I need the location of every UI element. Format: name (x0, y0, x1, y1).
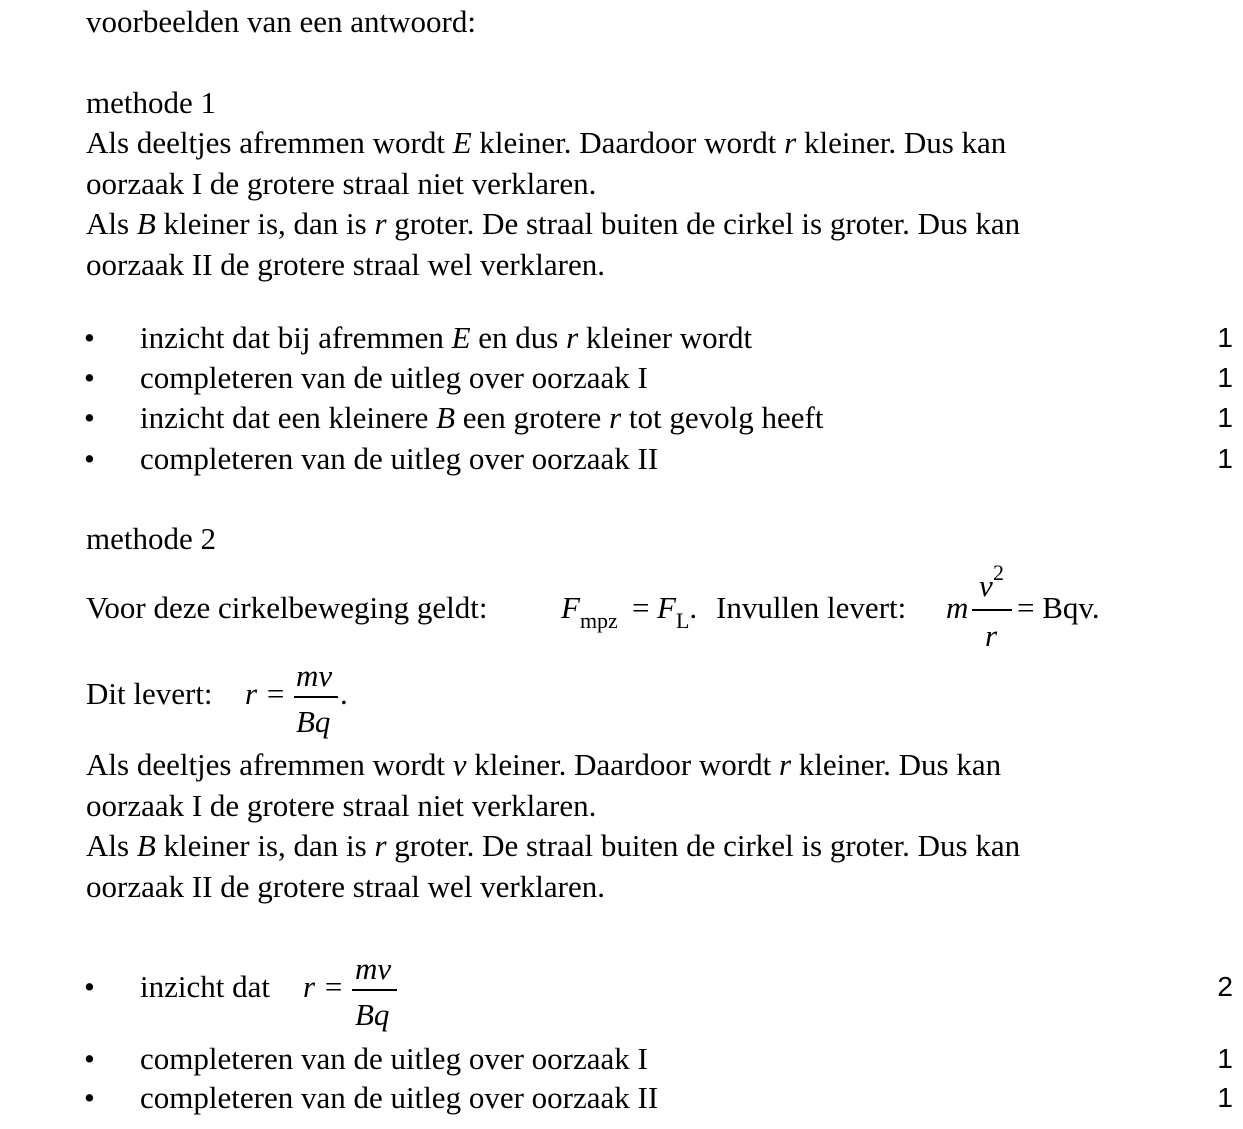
formula-f-l: $F_L$. (657, 590, 698, 633)
criterion-2-3: completeren van de uitleg over oorzaak II (140, 1080, 659, 1115)
methode-1-line-2: oorzaak I de grotere straal niet verklaren. (86, 166, 597, 201)
fraction-numerator-mv: mv (355, 951, 392, 986)
bullet-icon: • (84, 969, 95, 1004)
methode-2-line-2: oorzaak I de grotere straal niet verklaren. (86, 788, 597, 823)
fraction-bar (352, 989, 397, 991)
formula-m: m (946, 590, 969, 625)
methode-1-line-1: Als deeltjes afremmen wordt E kleiner. Daardoor wordt r kleiner. Dus kan (86, 125, 1007, 160)
criterion-1-3-score: 1 (1217, 402, 1233, 433)
fraction-bar (294, 696, 338, 698)
fraction-denominator-r: r (985, 618, 998, 653)
bullet-icon: • (84, 1041, 95, 1076)
methode-2-eq-intro: Voor deze cirkelbeweging geldt: (86, 590, 488, 625)
formula-r-equals: r = (245, 676, 286, 711)
fraction-numerator-mv: mv (296, 658, 333, 693)
formula-rhs: = Bqv. (1017, 590, 1100, 625)
dit-levert-label: Dit levert: (86, 676, 213, 711)
criterion-1-2: completeren van de uitleg over oorzaak I (140, 360, 648, 395)
criterion-2-1: inzicht dat (140, 969, 270, 1004)
criterion-2-3-score: 1 (1217, 1082, 1233, 1113)
criterion-2-2-score: 1 (1217, 1043, 1233, 1074)
fraction-denominator-bq: Bq (296, 704, 331, 739)
criterion-1-2-score: 1 (1217, 362, 1233, 393)
fraction-denominator-bq: Bq (355, 997, 390, 1032)
criterion-1-4: completeren van de uitleg over oorzaak II (140, 441, 659, 476)
intro-text: voorbeelden van een antwoord: (86, 4, 476, 39)
methode-1-line-4: oorzaak II de grotere straal wel verklaren. (86, 247, 605, 282)
formula-dot: . (340, 676, 348, 711)
criterion-1-3: inzicht dat een kleinere B een grotere r tot gevolg heeft (140, 400, 824, 435)
criterion-2-1-score: 2 (1217, 971, 1233, 1002)
fraction-numerator-exponent: 2 (993, 560, 1004, 585)
bullet-icon: • (84, 400, 95, 435)
equals-sign: = (632, 590, 650, 625)
bullet-icon: • (84, 441, 95, 476)
criterion-1-4-score: 1 (1217, 443, 1233, 474)
methode-1-line-3: Als B kleiner is, dan is r groter. De straal buiten de cirkel is groter. Dus kan (86, 206, 1021, 241)
criterion-1-1-score: 1 (1217, 322, 1233, 353)
bullet-icon: • (84, 1080, 95, 1115)
methode-2-eq-invullen: Invullen levert: (716, 590, 907, 625)
fraction-numerator-v: v (979, 568, 993, 603)
methode-2-heading: methode 2 (86, 521, 216, 556)
criterion-1-1: inzicht dat bij afremmen E en dus r kleiner wordt (140, 320, 753, 355)
methode-2-line-4: oorzaak II de grotere straal wel verklaren. (86, 869, 605, 904)
methode-2-line-1: Als deeltjes afremmen wordt v kleiner. Daardoor wordt r kleiner. Dus kan (86, 747, 1002, 782)
criterion-2-2: completeren van de uitleg over oorzaak I (140, 1041, 648, 1076)
methode-1-heading: methode 1 (86, 85, 216, 120)
bullet-icon: • (84, 320, 95, 355)
methode-2-line-3: Als B kleiner is, dan is r groter. De straal buiten de cirkel is groter. Dus kan (86, 828, 1021, 863)
formula-f-mpz: $F_{mpz}$ (561, 590, 618, 633)
formula-r-equals: r = (303, 969, 344, 1004)
fraction-bar (972, 609, 1012, 611)
bullet-icon: • (84, 360, 95, 395)
